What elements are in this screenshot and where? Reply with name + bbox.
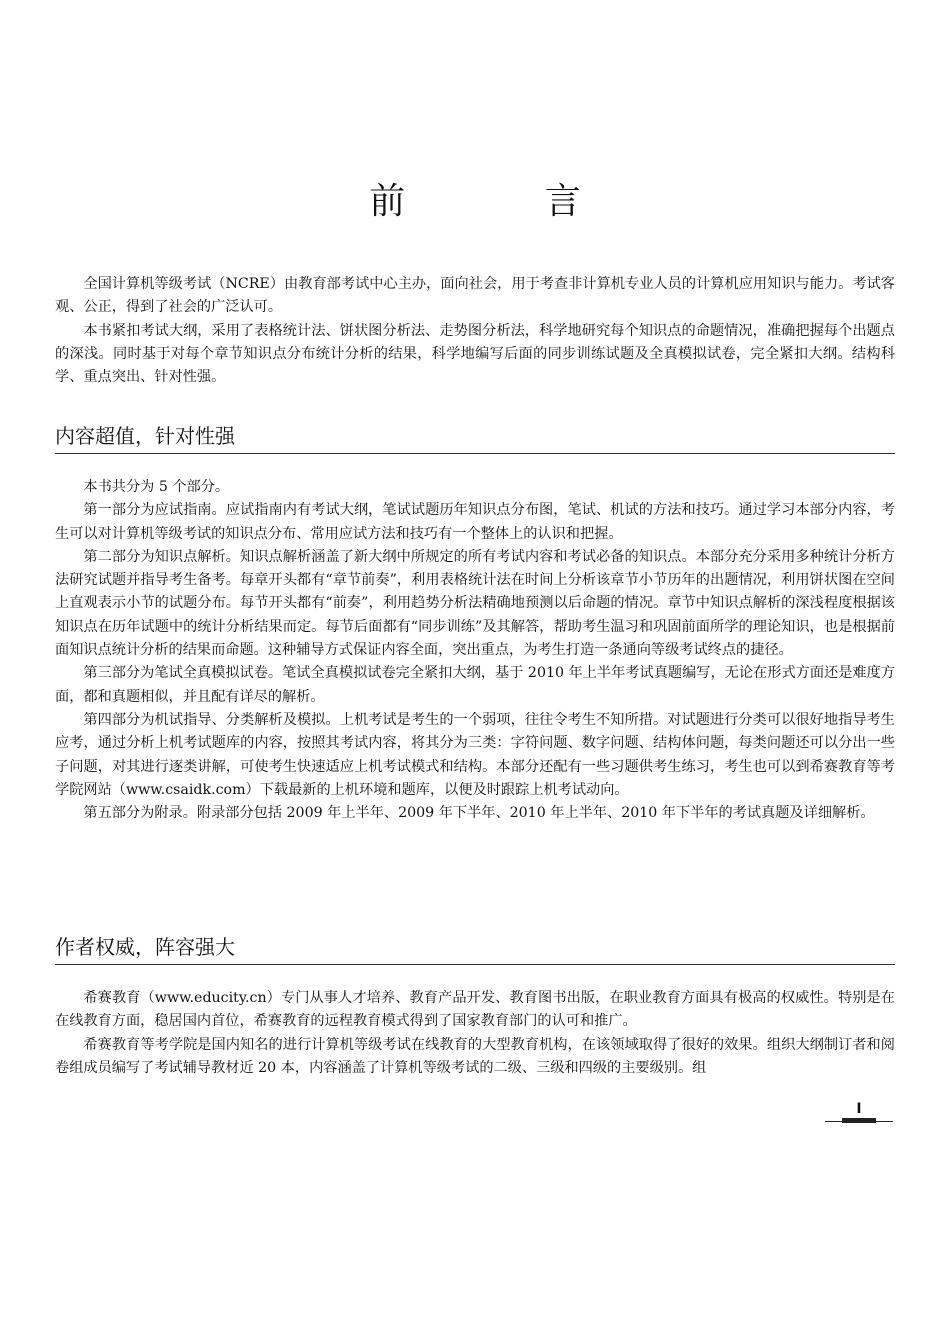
body-paragraph: 希赛教育（www.educity.cn）专门从事人才培养、教育产品开发、教育图书出版，在职业教育方面具有极高的权威性。特别是在在线教育方面，稳居国内首位，希赛教育的远程教育模式得到了国家教育部门的认可和推广。 <box>55 990 895 1030</box>
body-paragraph: 第三部分为笔试全真模拟试卷。笔试全真模拟试卷完全紧扣大纲，基于 2010 年上半年考试真题编写，无论在形式方面还是难度方面，都和真题相似，并且配有详尽的解析。 <box>55 665 895 705</box>
page-title: 前 言 <box>369 181 645 222</box>
page-footer-rule <box>825 1121 893 1122</box>
body-paragraph: 第二部分为知识点解析。知识点解析涵盖了新大纲中所规定的所有考试内容和考试必备的知识点。本部分充分采用多种统计分析方法研究试题并指导考生备考。每章开头都有“章节前奏”，利用表格统计法在时间上分析该章节小节历年的出题情况，利用饼状图在空间上直观表示小节的试题分布。每节开头都有“前奏”，利用趋势分析法精确地预测以后命题的情况。章节中知识点解析的深浅程度根据该知识点在历年试题中的统计分析结果而定。每节后面都有“同步训练”及其解答，帮助考生温习和巩固前面所学的理论知识，也是根据前面知识点统计分析的结果而命题。这种辅导方式保证内容全面，突出重点，为考生打造一条通向等级考试终点的捷径。 <box>55 548 895 659</box>
section-heading-authors: 作者权威，阵容强大 <box>55 933 895 965</box>
intro-paragraph: 本书紧扣考试大纲，采用了表格统计法、饼状图分析法、走势图分析法，科学地研究每个知识点的命题情况，准确把握每个出题点的深浅。同时基于对每个章节知识点分布统计分析的结果，科学地编写后面的同步训练试题及全真模拟试卷，完全紧扣大纲。结构科学、重点突出、针对性强。 <box>55 322 895 386</box>
body-paragraph: 本书共分为 5 个部分。 <box>83 479 230 495</box>
section-authors-block <box>55 987 895 1080</box>
section-heading-content: 内容超值，针对性强 <box>55 422 895 454</box>
body-paragraph: 第五部分为附录。附录部分包括 2009 年上半年、2009 年下半年、2010 年上半年、2010 年下半年的考试真题及详细解析。 <box>83 805 875 822</box>
intro-paragraph: 全国计算机等级考试（NCRE）由教育部考试中心主办，面向社会，用于考查非计算机专业人员的计算机应用知识与能力。考试客观、公正，得到了社会的广泛认可。 <box>55 276 895 316</box>
body-paragraph: 第一部分为应试指南。应试指南内有考试大纲，笔试试题历年知识点分布图，笔试、机试的方法和技巧。通过学习本部分内容，考生可以对计算机等级考试的知识点分布、常用应试方法和技巧有一个整体上的认识和把握。 <box>55 502 895 542</box>
section-content-block <box>55 476 895 825</box>
intro-block <box>55 273 895 389</box>
body-paragraph: 第四部分为机试指导、分类解析及模拟。上机考试是考生的一个弱项，往往令考生不知所措。对试题进行分类可以很好地指导考生应考，通过分析上机考试题库的内容，按照其考试内容，将其分为三类：字符问题、数字问题、结构体问题，每类问题还可以分出一些子问题，对其进行逐类讲解，可使考生快速适应上机考试模式和结构。本部分还配有一些习题供考生练习，考生也可以到希赛教育等考学院网站（www.csaidk.com）下载最新的上机环境和题库，以便及时跟踪上机考试动向。 <box>55 711 895 798</box>
page-number: I <box>856 1101 862 1117</box>
body-paragraph: 希赛教育等考学院是国内知名的进行计算机等级考试在线教育的大型教育机构，在该领域取得了很好的效果。组织大纲制订者和阅卷组成员编写了考试辅导教材近 20 本，内容涵盖了计算机等级考试的二级、三级和四级的主要级别。组 <box>55 1036 895 1076</box>
